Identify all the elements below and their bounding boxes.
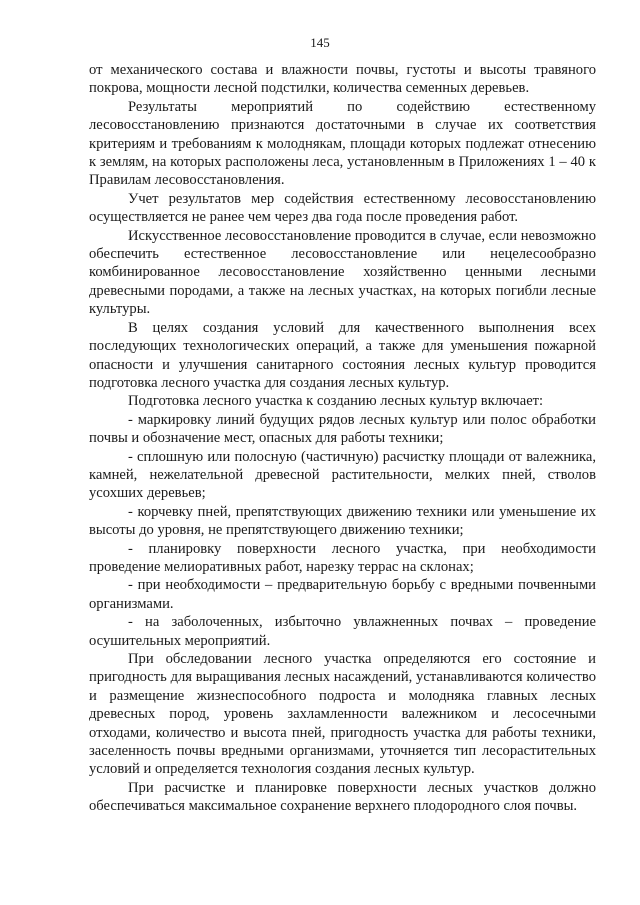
- list-item-drainage: - на заболоченных, избыточно увлажненных почвах – проведение осушительных мероприятий.: [89, 614, 596, 649]
- paragraph-site-preparation-includes: Подготовка лесного участка к созданию лесных культур включает:: [128, 393, 544, 410]
- paragraph-topsoil-preservation: При расчистке и планировке поверхности лесных участков должно обеспечиваться максимальное сохранение верхнего плодородного слоя почвы.: [89, 779, 596, 815]
- list-item-marking: - маркировку линий будущих рядов лесных культур или полос обработки почвы и обозначение мест, опасных для работы техники;: [89, 411, 596, 447]
- paragraph-artificial-reforestation: Искусственное лесовосстановление проводится в случае, если невозможно обеспечить естественное лесовосстановление или нецелесообразно комбинированное лесовосстановление хозяйственно ценными лесными древесными породами, а также на лесных участках, на которых погибли лесные культуры.: [89, 227, 596, 318]
- page-number: 145: [310, 35, 330, 50]
- paragraph-site-preparation-purpose: В целях создания условий для качественного выполнения всех последующих технологических операций, а также для уменьшения пожарной опасности и улучшения санитарного состояния лесных культур проводится подготовка лесного участка для создания лесных культур.: [89, 319, 596, 391]
- list-item-clearing: - сплошную или полосную (частичную) расчистку площади от валежника, камней, нежелательной древесной растительности, мелких пней, стволов усохших деревьев;: [89, 448, 596, 502]
- list-item-pest-control: - при необходимости – предварительную борьбу с вредными почвенными организмами.: [89, 577, 596, 612]
- paragraph-continuation: от механического состава и влажности почвы, густоты и высоты травяного покрова, мощности лесной подстилки, количества семенных деревьев.: [89, 62, 596, 97]
- paragraph-results-accounting: Учет результатов мер содействия естественному лесовосстановлению осуществляется не ранее чем через два года после проведения работ.: [89, 190, 596, 226]
- list-item-stump-removal: - корчевку пней, препятствующих движению техники или уменьшение их высоты до уровня, не препятствующего движению техники;: [89, 503, 596, 539]
- paragraph-results-assessment: Результаты мероприятий по содействию естественному лесовосстановлению признаются достаточными в случае их соответствия критериям и требованиям к молоднякам, площади которых подлежат отнесению к землям, на которых расположены леса, установленным в Приложениях 1 – 40 к Правилам лесовосстановления.: [89, 98, 596, 189]
- list-item-surface-planning: - планировку поверхности лесного участка, при необходимости проведение мелиоративных работ, нарезку террас на склонах;: [89, 540, 596, 575]
- paragraph-site-survey: При обследовании лесного участка определяются его состояние и пригодность для выращивания лесных насаждений, устанавливаются количество и размещение жизнеспособного подроста и молодняка главных лесных древесных пород, уровень захламленности валежником и лесосечными отходами, количество и высота пней, пригодность участка для работы техники, заселенность почвы вредными организмами, уточняется тип лесорастительных условий и определяется технология создания лесных культур.: [89, 651, 596, 778]
- document-body: [89, 61, 596, 816]
